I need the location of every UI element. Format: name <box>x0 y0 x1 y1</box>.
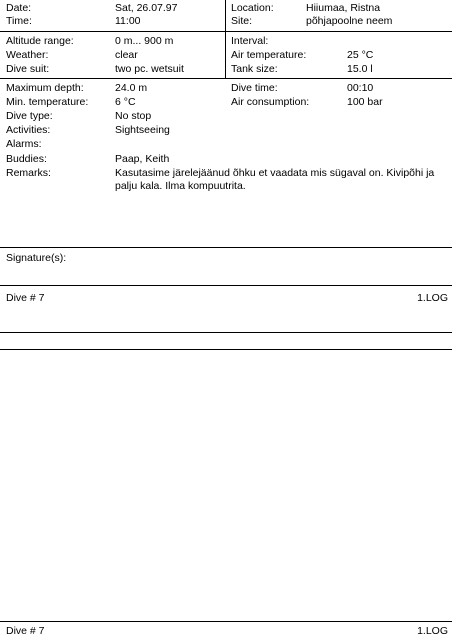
dive-suit-value: two pc. wetsuit <box>115 63 184 75</box>
date-label: Date: <box>6 2 32 14</box>
section-divider <box>0 332 452 333</box>
file-name: 1.LOG <box>417 292 448 304</box>
alarms-label: Alarms: <box>6 138 42 150</box>
section-divider <box>0 78 452 79</box>
section-divider <box>0 31 452 32</box>
footer-file-name: 1.LOG <box>417 625 448 637</box>
activities-label: Activities: <box>6 124 51 136</box>
buddies-value: Paap, Keith <box>115 153 170 165</box>
dive-number: Dive # 7 <box>6 292 45 304</box>
section-divider <box>0 285 452 286</box>
min-temperature-value: 6 °C <box>115 96 136 108</box>
location-label: Location: <box>231 2 274 14</box>
air-temperature-value: 25 °C <box>347 49 374 61</box>
weather-label: Weather: <box>6 49 49 61</box>
tank-size-value: 15.0 l <box>347 63 373 75</box>
interval-label: Interval: <box>231 35 269 47</box>
air-consumption-label: Air consumption: <box>231 96 310 108</box>
max-depth-value: 24.0 m <box>115 82 148 94</box>
signature-label: Signature(s): <box>6 252 67 264</box>
section-divider <box>0 247 452 248</box>
activities-value: Sightseeing <box>115 124 170 136</box>
dive-time-value: 00:10 <box>347 82 374 94</box>
dive-time-label: Dive time: <box>231 82 278 94</box>
location-value: Hiiumaa, Ristna <box>306 2 381 14</box>
site-value: põhjapoolne neem <box>306 15 393 27</box>
air-temperature-label: Air temperature: <box>231 49 307 61</box>
header-divider <box>225 0 226 31</box>
date-value: Sat, 26.07.97 <box>115 2 178 14</box>
max-depth-label: Maximum depth: <box>6 82 84 94</box>
time-value: 11:00 <box>115 15 141 27</box>
air-consumption-value: 100 bar <box>347 96 383 108</box>
remarks-label: Remarks: <box>6 167 51 179</box>
buddies-label: Buddies: <box>6 153 47 165</box>
time-label: Time: <box>6 15 32 27</box>
dive-type-label: Dive type: <box>6 110 53 122</box>
dive-suit-label: Dive suit: <box>6 63 50 75</box>
altitude-value: 0 m... 900 m <box>115 35 174 47</box>
remarks-value: Kasutasime järelejäänud õhku et vaadata mis sügaval on. Kivipõhi ja palju kala. Ilma kompuutrita. <box>115 167 435 192</box>
footer-divider <box>0 621 452 622</box>
min-temperature-label: Min. temperature: <box>6 96 89 108</box>
dive-type-value: No stop <box>115 110 152 122</box>
weather-value: clear <box>115 49 138 61</box>
section-divider <box>0 349 452 350</box>
footer-dive-number: Dive # 7 <box>6 625 45 637</box>
altitude-label: Altitude range: <box>6 35 74 47</box>
tank-size-label: Tank size: <box>231 63 278 75</box>
site-label: Site: <box>231 15 253 27</box>
conditions-divider <box>225 31 226 78</box>
